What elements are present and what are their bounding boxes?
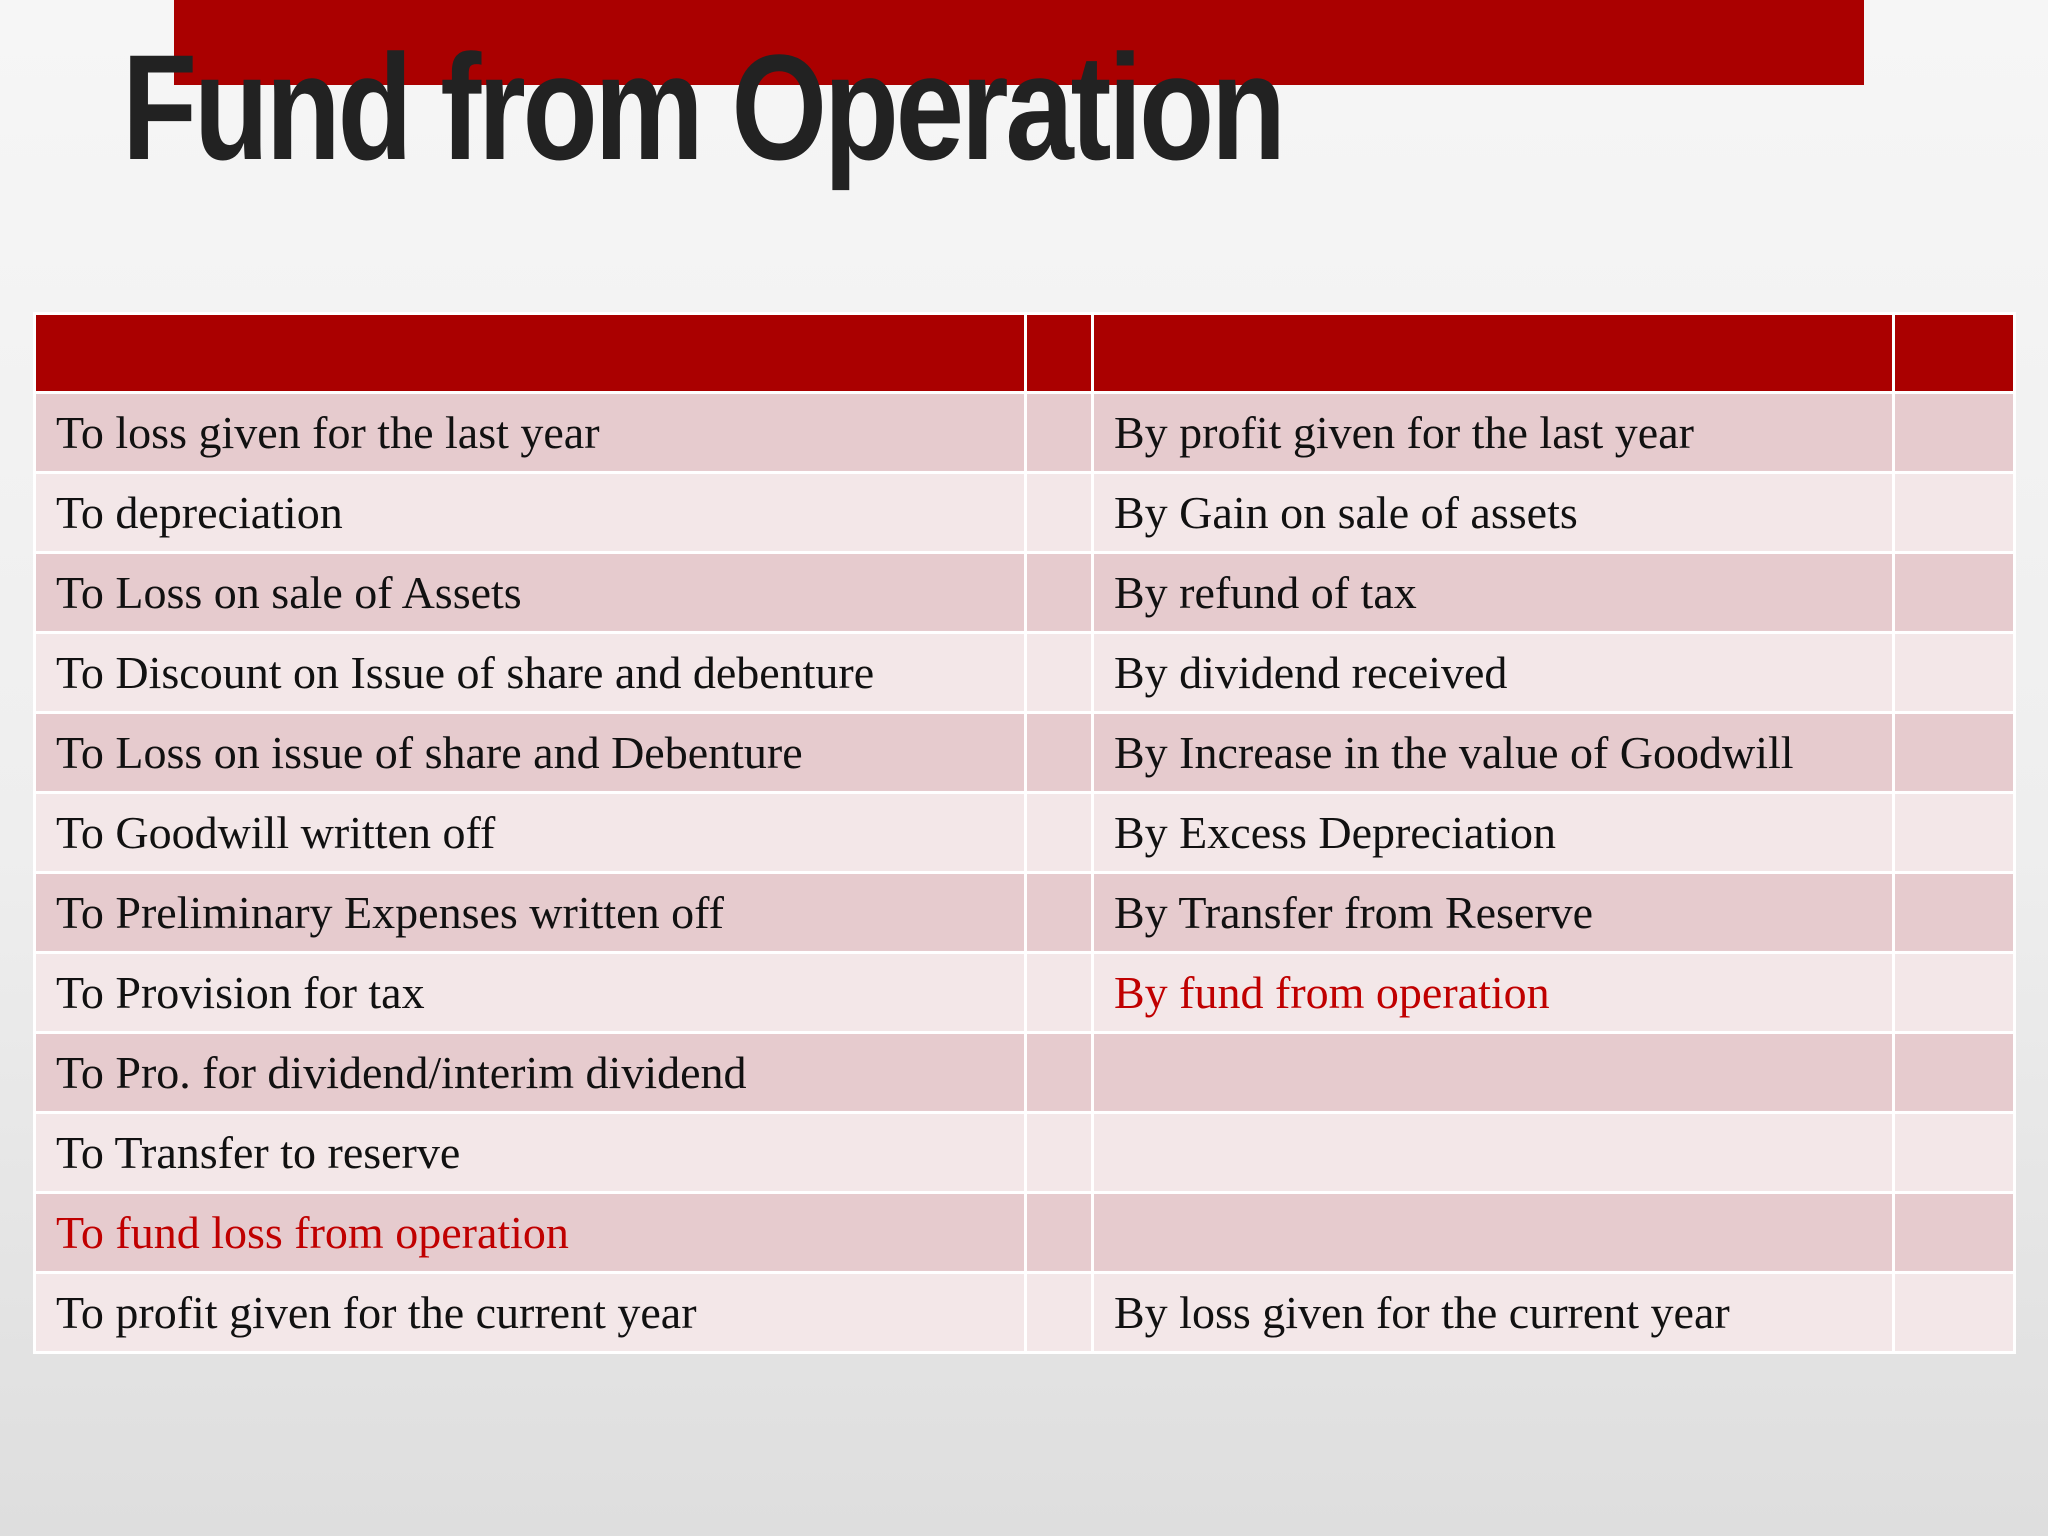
credit-amount <box>1894 473 2015 553</box>
header-debit <box>35 314 1026 393</box>
debit-amount <box>1026 1273 1093 1353</box>
credit-item <box>1093 1193 1894 1273</box>
credit-amount <box>1894 953 2015 1033</box>
credit-item <box>1093 1113 1894 1193</box>
table-row <box>35 473 2015 553</box>
credit-amount <box>1894 1273 2015 1353</box>
debit-amount <box>1026 1193 1093 1273</box>
debit-item: To Loss on issue of share and Debenture <box>35 713 1026 793</box>
table-row <box>35 713 2015 793</box>
table-row <box>35 393 2015 473</box>
debit-amount <box>1026 1033 1093 1113</box>
debit-item: To Goodwill written off <box>35 793 1026 873</box>
credit-item: By profit given for the last year <box>1093 393 1894 473</box>
header-credit <box>1093 314 1894 393</box>
credit-item: By dividend received <box>1093 633 1894 713</box>
debit-item: To Preliminary Expenses written off <box>35 873 1026 953</box>
credit-item: By Gain on sale of assets <box>1093 473 1894 553</box>
credit-amount <box>1894 1033 2015 1113</box>
credit-item <box>1093 1033 1894 1113</box>
debit-item: To depreciation <box>35 473 1026 553</box>
debit-amount <box>1026 793 1093 873</box>
debit-amount <box>1026 953 1093 1033</box>
credit-amount <box>1894 1113 2015 1193</box>
credit-amount <box>1894 553 2015 633</box>
debit-amount <box>1026 553 1093 633</box>
table-row <box>35 793 2015 873</box>
debit-item: To Loss on sale of Assets <box>35 553 1026 633</box>
slide-title: Fund from Operation <box>122 23 1283 191</box>
credit-amount <box>1894 633 2015 713</box>
credit-item: By loss given for the current year <box>1093 1273 1894 1353</box>
table-row <box>35 1193 2015 1273</box>
table-row <box>35 1033 2015 1113</box>
table-row <box>35 873 2015 953</box>
credit-amount <box>1894 1193 2015 1273</box>
debit-item: To Transfer to reserve <box>35 1113 1026 1193</box>
credit-item: By refund of tax <box>1093 553 1894 633</box>
debit-amount <box>1026 1113 1093 1193</box>
debit-item: To Provision for tax <box>35 953 1026 1033</box>
credit-amount <box>1894 793 2015 873</box>
table-row <box>35 953 2015 1033</box>
credit-amount <box>1894 713 2015 793</box>
credit-item: By Increase in the value of Goodwill <box>1093 713 1894 793</box>
credit-amount <box>1894 873 2015 953</box>
debit-amount <box>1026 873 1093 953</box>
debit-item: To loss given for the last year <box>35 393 1026 473</box>
table-row <box>35 1113 2015 1193</box>
table-row <box>35 633 2015 713</box>
fund-from-operation-table <box>33 312 2016 1354</box>
debit-amount <box>1026 393 1093 473</box>
credit-item-highlight: By fund from operation <box>1093 953 1894 1033</box>
table-header-row <box>35 314 2015 393</box>
credit-item: By Excess Depreciation <box>1093 793 1894 873</box>
debit-amount <box>1026 473 1093 553</box>
credit-amount <box>1894 393 2015 473</box>
debit-item: To Pro. for dividend/interim dividend <box>35 1033 1026 1113</box>
debit-amount <box>1026 713 1093 793</box>
table-row <box>35 1273 2015 1353</box>
debit-amount <box>1026 633 1093 713</box>
debit-item: To profit given for the current year <box>35 1273 1026 1353</box>
credit-item: By Transfer from Reserve <box>1093 873 1894 953</box>
header-credit-amount <box>1894 314 2015 393</box>
table-row <box>35 553 2015 633</box>
debit-item-highlight: To fund loss from operation <box>35 1193 1026 1273</box>
debit-item: To Discount on Issue of share and debenture <box>35 633 1026 713</box>
header-debit-amount <box>1026 314 1093 393</box>
